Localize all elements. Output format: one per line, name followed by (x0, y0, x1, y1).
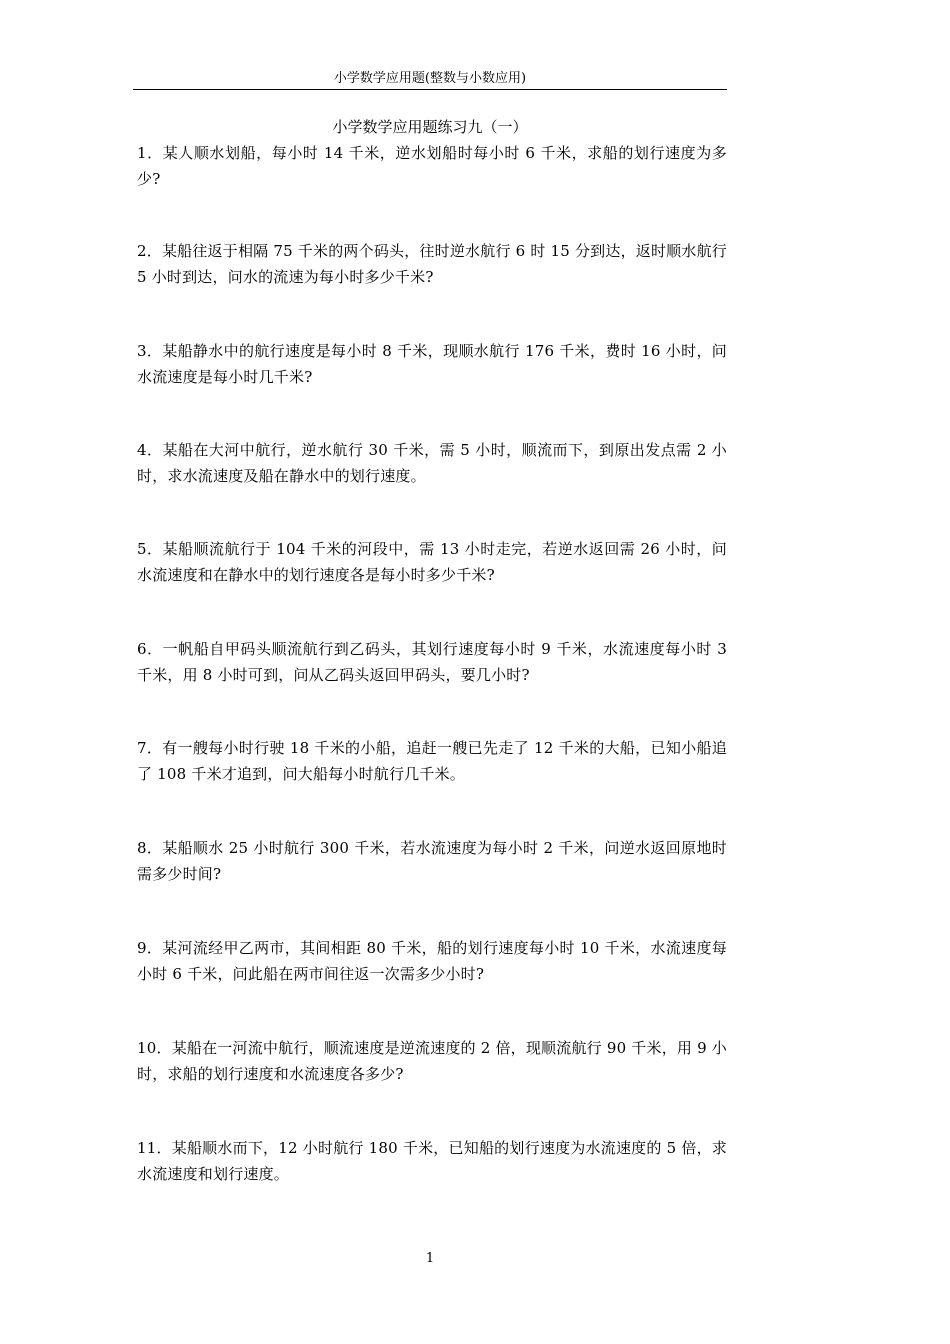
problem-10: 10．某船在一河流中航行，顺流速度是逆流速度的 2 倍，现顺流航行 90 千米，用 9 小时，求船的划行速度和水流速度各多少? (137, 1039, 727, 1083)
problem-5: 5．某船顺流航行于 104 千米的河段中，需 13 小时走完，若逆水返回需 26 小时，问水流速度和在静水中的划行速度各是每小时多少千米? (137, 540, 727, 584)
problem-4: 4．某船在大河中航行，逆水航行 30 千米，需 5 小时，顺流而下，到原出发点需 2 小时，求水流速度及船在静水中的划行速度。 (137, 441, 727, 485)
problem-1: 1．某人顺水划船，每小时 14 千米，逆水划船时每小时 6 千米，求船的划行速度为多少? (137, 144, 727, 188)
problem-6: 6．一帆船自甲码头顺流航行到乙码头，其划行速度每小时 9 千米，水流速度每小时 3 千米，用 8 小时可到，问从乙码头返回甲码头，要几小时? (137, 640, 727, 684)
problem-8: 8．某船顺水 25 小时航行 300 千米，若水流速度为每小时 2 千米，问逆水返回原地时需多少时间? (137, 839, 727, 883)
page-header: 小学数学应用题(整数与小数应用) (333, 71, 527, 86)
problem-11: 11．某船顺水而下，12 小时航行 180 千米，已知船的划行速度为水流速度的 5 倍，求水流速度和划行速度。 (137, 1139, 727, 1183)
page-number: 1 (425, 1251, 435, 1266)
header-rule (133, 89, 727, 90)
problem-2: 2．某船往返于相隔 75 千米的两个码头，往时逆水航行 6 时 15 分到达，返时顺水航行 5 小时到达，问水的流速为每小时多少千米? (137, 242, 727, 286)
problem-7: 7．有一艘每小时行驶 18 千米的小船，追赶一艘已先走了 12 千米的大船，已知小船追了 108 千米才追到，问大船每小时航行几千米。 (137, 739, 727, 783)
problem-3: 3．某船静水中的航行速度是每小时 8 千米，现顺水航行 176 千米，费时 16 小时，问水流速度是每小时几千米? (137, 342, 727, 386)
problem-9: 9．某河流经甲乙两市，其间相距 80 千米，船的划行速度每小时 10 千米，水流速度每小时 6 千米，问此船在两市间往返一次需多少小时? (137, 939, 727, 983)
document-title: 小学数学应用题练习九（一） (332, 118, 528, 136)
